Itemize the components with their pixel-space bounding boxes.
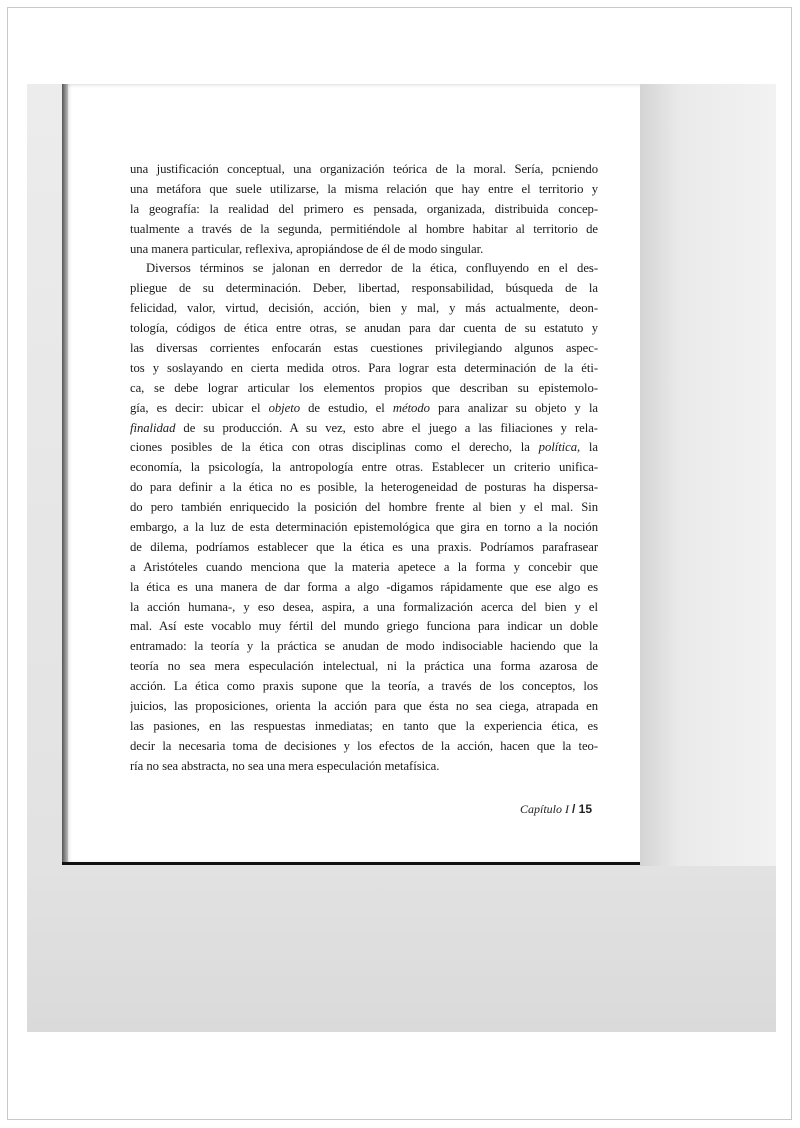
- text-line: [130, 478, 598, 498]
- text-segment: acción. La ética como praxis supone que la teoría, a través de los conceptos, los: [130, 679, 598, 694]
- text-segment: tualmente a través de la segunda, permitiéndole al hombre habitar al territorio de: [130, 221, 598, 236]
- text-line: [130, 697, 598, 717]
- text-segment: teoría no sea mera especulación intelectual, ni la práctica una forma azarosa de: [130, 659, 598, 674]
- text-segment: entramado: la teoría y la práctica se anudan de modo indisociable haciendo que la: [130, 639, 598, 654]
- chapter-label: Capítulo I: [520, 802, 570, 816]
- text-segment: una manera particular, reflexiva, apropiándose de él de modo singular.: [130, 241, 484, 256]
- text-line: [130, 379, 598, 399]
- text-segment: la geografía: la realidad del primero es pensada, organizada, distribuida concep-: [130, 201, 598, 216]
- text-line: [130, 240, 598, 260]
- text-line: [130, 518, 598, 538]
- text-line: [130, 319, 598, 339]
- text-line: [130, 259, 598, 279]
- text-segment: gía, es decir: ubicar el: [130, 400, 269, 415]
- text-line: [130, 657, 598, 677]
- text-segment: decir la necesaria toma de decisiones y los efectos de la acción, hacen que la teo-: [130, 738, 598, 753]
- text-line: [130, 279, 598, 299]
- body-text: [130, 160, 598, 777]
- text-line: [130, 617, 598, 637]
- text-segment: embargo, a la luz de esta determinación epistemológica que gira en torno a la noción: [130, 520, 598, 535]
- text-line: [130, 359, 598, 379]
- text-segment: las diversas corrientes enfocarán estas cuestiones privilegiando algunos aspec-: [130, 341, 598, 356]
- page-footer: [520, 802, 592, 817]
- page-gutter-shadow: [62, 84, 68, 864]
- text-line: [130, 180, 598, 200]
- text-segment: una justificación conceptual, una organización teórica de la moral. Sería, pcniendo: [130, 162, 598, 176]
- text-line: [130, 538, 598, 558]
- page-number: / 15: [572, 802, 593, 816]
- text-segment: ca, se debe lograr articular los elementos propios que describan su epistemolo-: [130, 380, 598, 395]
- text-line: [130, 399, 598, 419]
- text-line: [130, 220, 598, 240]
- text-line: [130, 677, 598, 697]
- italic-term: método: [392, 400, 430, 415]
- text-segment: , la: [577, 440, 598, 455]
- text-segment: para analizar su objeto y la: [429, 400, 598, 415]
- text-line: [130, 498, 598, 518]
- text-segment: una metáfora que suele utilizarse, la misma relación que hay entre el territorio y: [130, 181, 598, 196]
- text-segment: ría no sea abstracta, no sea una mera especulación metafísica.: [130, 758, 440, 773]
- text-line: [130, 558, 598, 578]
- text-segment: la ética es una manera de dar forma a algo -digamos rápidamente que ese algo es: [130, 579, 598, 594]
- text-line: [130, 200, 598, 220]
- text-segment: la acción humana-, y eso desea, aspira, a una formalización acerca del bien y el: [130, 599, 598, 614]
- text-line: [130, 598, 598, 618]
- text-line: [130, 737, 598, 757]
- italic-term: finalidad: [130, 420, 176, 435]
- text-segment: tología, códigos de ética entre otras, se anudan para dar cuenta de su estatuto y: [130, 321, 598, 336]
- text-line: [130, 578, 598, 598]
- text-line: [130, 299, 598, 319]
- text-segment: economía, la psicología, la antropología entre otras. Establecer un criterio unifica-: [130, 460, 598, 475]
- text-segment: de dilema, podríamos establecer que la ética es una praxis. Podríamos parafrasear: [130, 539, 598, 554]
- text-segment: juicios, las proposiciones, orienta la acción para que ésta no sea ciega, atrapada en: [130, 699, 598, 714]
- page-bottom-edge: [62, 862, 640, 865]
- text-line: [130, 717, 598, 737]
- text-line: [130, 438, 598, 458]
- text-line: [130, 419, 598, 439]
- text-segment: Diversos términos se jalonan en derredor de la ética, confluyendo en el des-: [146, 261, 598, 276]
- text-segment: do para definir a la ética no es posible, la heterogeneidad de posturas ha dispersa-: [130, 480, 598, 495]
- text-line: [130, 637, 598, 657]
- text-segment: las pasiones, en las respuestas inmediatas; en tanto que la experiencia ética, es: [130, 718, 598, 733]
- text-segment: de estudio, el: [300, 400, 393, 415]
- text-line: [130, 339, 598, 359]
- scan-margin-right: [640, 84, 776, 866]
- text-line: [130, 160, 598, 180]
- text-segment: ciones posibles de la ética con otras disciplinas como el derecho, la: [130, 440, 539, 455]
- text-segment: do pero también enriquecido la posición del hombre frente al bien y el mal. Sin: [130, 500, 598, 515]
- text-segment: mal. Así este vocablo muy fértil del mundo griego funciona para indicar un doble: [130, 619, 598, 634]
- text-line: [130, 458, 598, 478]
- italic-term: objeto: [268, 400, 301, 415]
- text-segment: felicidad, valor, virtud, decisión, acción, bien y mal, y más actualmente, deon-: [130, 301, 598, 316]
- text-segment: a Aristóteles cuando menciona que la materia apetece a la forma y concebir que: [130, 559, 598, 574]
- text-segment: tos y soslayando en cierta medida otros. Para lograr esta determinación de la éti-: [130, 360, 598, 375]
- text-segment: de su producción. A su vez, esto abre el juego a las filiaciones y rela-: [175, 420, 598, 435]
- text-line: [130, 757, 598, 777]
- italic-term: política: [538, 440, 578, 455]
- text-segment: pliegue de su determinación. Deber, libertad, responsabilidad, búsqueda de la: [130, 281, 598, 296]
